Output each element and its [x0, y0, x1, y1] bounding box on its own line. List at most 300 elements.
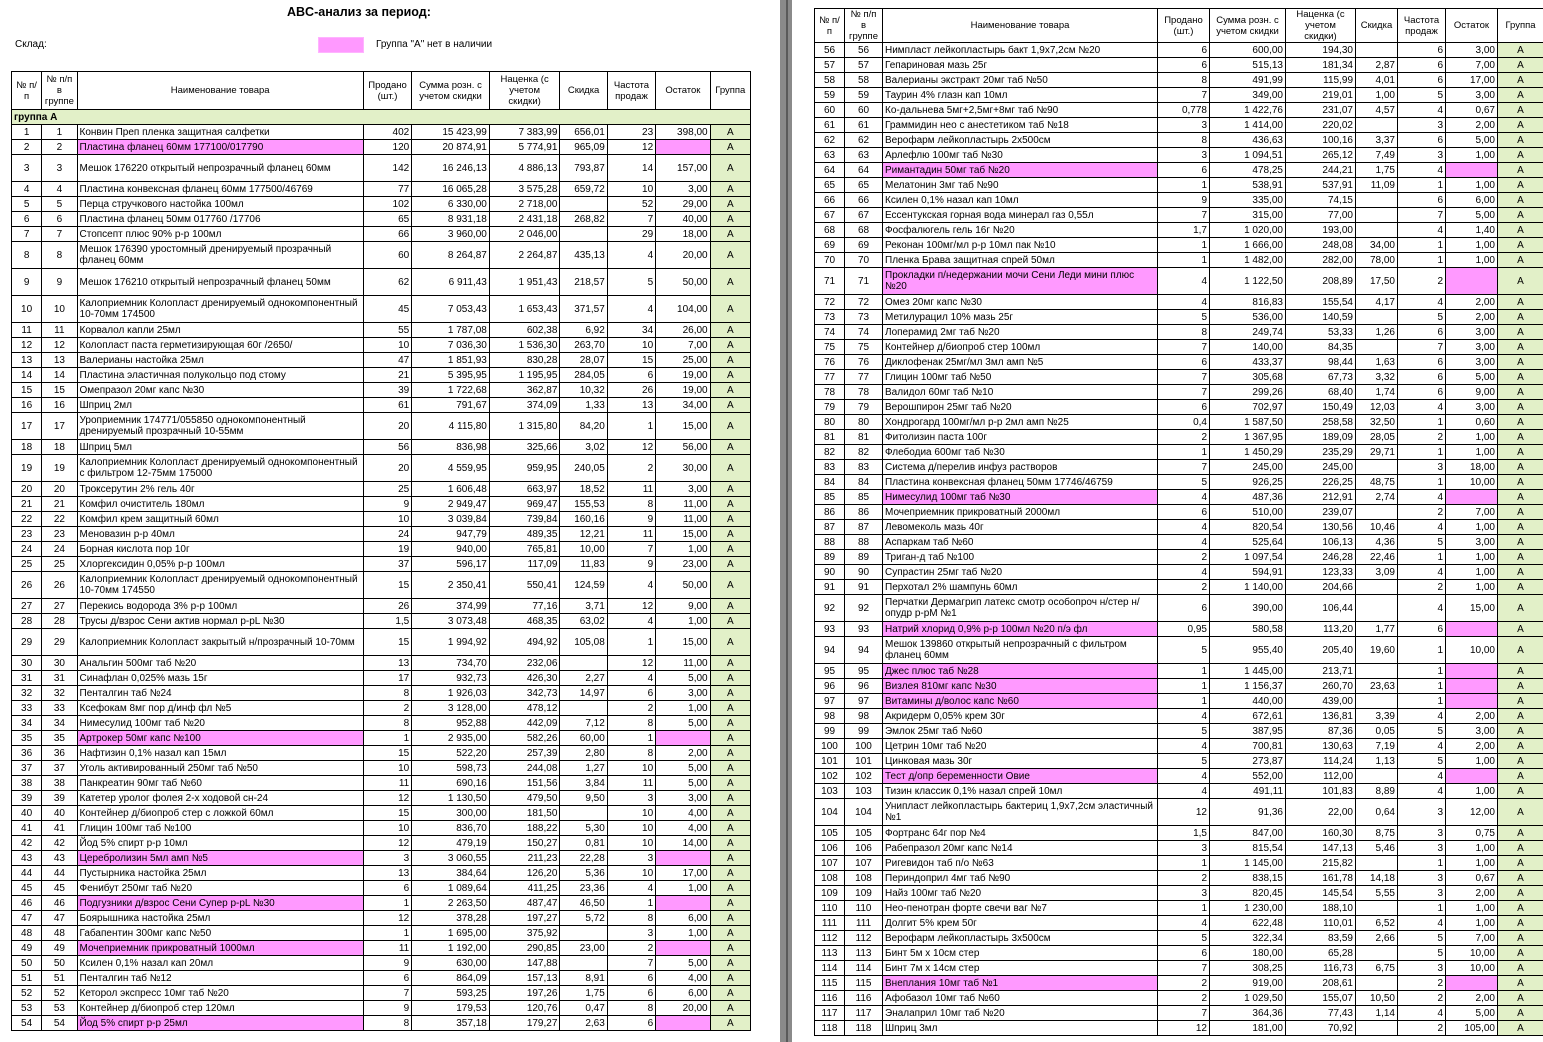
discount[interactable]: 11,09: [1356, 178, 1398, 193]
markup[interactable]: 739,84: [489, 512, 560, 527]
abc-group[interactable]: А: [1498, 580, 1543, 595]
row-num[interactable]: 38: [12, 776, 42, 791]
sale-frequency[interactable]: 15: [607, 353, 655, 368]
row-num-in-group[interactable]: 69: [845, 238, 883, 253]
sold-qty[interactable]: 5: [1158, 724, 1210, 739]
product-name[interactable]: Пластина конвексная фланец 50мм 17746/46759: [883, 475, 1158, 490]
sum-retail[interactable]: 8 931,18: [412, 212, 490, 227]
stock-remaining[interactable]: 10,00: [1446, 475, 1498, 490]
row-num[interactable]: 67: [815, 208, 845, 223]
sale-frequency[interactable]: 10: [607, 338, 655, 353]
table-row[interactable]: [12, 836, 751, 851]
sum-retail[interactable]: 838,15: [1210, 871, 1286, 886]
sold-qty[interactable]: 3: [363, 851, 411, 866]
table-row[interactable]: [815, 445, 1543, 460]
row-num-in-group[interactable]: 85: [845, 490, 883, 505]
sold-qty[interactable]: 5: [1158, 475, 1210, 490]
row-num[interactable]: 118: [815, 1021, 845, 1036]
markup[interactable]: 2 046,00: [489, 227, 560, 242]
row-num[interactable]: 31: [12, 671, 42, 686]
row-num-in-group[interactable]: 108: [845, 871, 883, 886]
stock-remaining[interactable]: 19,00: [656, 368, 710, 383]
sum-retail[interactable]: 702,97: [1210, 400, 1286, 415]
discount[interactable]: 1,26: [1356, 325, 1398, 340]
markup[interactable]: 100,16: [1286, 133, 1356, 148]
markup[interactable]: 374,09: [489, 398, 560, 413]
sum-retail[interactable]: 622,48: [1210, 916, 1286, 931]
sale-frequency[interactable]: 23: [607, 125, 655, 140]
stock-remaining[interactable]: 17,00: [1446, 73, 1498, 88]
sale-frequency[interactable]: 5: [607, 269, 655, 296]
sold-qty[interactable]: 6: [1158, 163, 1210, 178]
row-num[interactable]: 98: [815, 709, 845, 724]
sale-frequency[interactable]: 4: [1398, 1006, 1446, 1021]
markup[interactable]: 2 431,18: [489, 212, 560, 227]
sale-frequency[interactable]: 1: [607, 731, 655, 746]
sale-frequency[interactable]: 8: [607, 1001, 655, 1016]
stock-remaining[interactable]: 5,00: [1446, 133, 1498, 148]
stock-remaining[interactable]: 0,75: [1446, 826, 1498, 841]
sold-qty[interactable]: 24: [363, 527, 411, 542]
row-num-in-group[interactable]: 67: [845, 208, 883, 223]
stock-remaining[interactable]: 1,00: [1446, 754, 1498, 769]
abc-group[interactable]: А: [710, 731, 750, 746]
abc-group[interactable]: А: [710, 971, 750, 986]
discount[interactable]: 105,08: [560, 629, 607, 656]
stock-remaining[interactable]: 1,00: [1446, 430, 1498, 445]
sale-frequency[interactable]: 52: [607, 197, 655, 212]
sum-retail[interactable]: 926,25: [1210, 475, 1286, 490]
product-name[interactable]: Борная кислота пор 10г: [77, 542, 363, 557]
row-num[interactable]: 62: [815, 133, 845, 148]
row-num[interactable]: 66: [815, 193, 845, 208]
row-num-in-group[interactable]: 58: [845, 73, 883, 88]
discount[interactable]: 1,75: [560, 986, 607, 1001]
abc-group[interactable]: А: [710, 701, 750, 716]
sum-retail[interactable]: 479,19: [412, 836, 490, 851]
sold-qty[interactable]: 2: [1158, 550, 1210, 565]
row-num-in-group[interactable]: 75: [845, 340, 883, 355]
row-num-in-group[interactable]: 28: [42, 614, 77, 629]
sold-qty[interactable]: 7: [1158, 1006, 1210, 1021]
table-row[interactable]: [815, 580, 1543, 595]
abc-group[interactable]: А: [710, 482, 750, 497]
discount[interactable]: 7,12: [560, 716, 607, 731]
row-num-in-group[interactable]: 86: [845, 505, 883, 520]
discount[interactable]: 63,02: [560, 614, 607, 629]
sold-qty[interactable]: 0,95: [1158, 622, 1210, 637]
discount[interactable]: 1,74: [1356, 385, 1398, 400]
sold-qty[interactable]: 1: [1158, 445, 1210, 460]
stock-remaining[interactable]: 2,00: [1446, 991, 1498, 1006]
row-num[interactable]: 35: [12, 731, 42, 746]
discount[interactable]: 23,00: [560, 941, 607, 956]
abc-group[interactable]: А: [710, 1001, 750, 1016]
markup[interactable]: 194,30: [1286, 43, 1356, 58]
abc-group[interactable]: А: [1498, 856, 1543, 871]
row-num-in-group[interactable]: 47: [42, 911, 77, 926]
product-name[interactable]: Конвин Преп пленка защитная салфетки: [77, 125, 363, 140]
stock-remaining[interactable]: 15,00: [1446, 595, 1498, 622]
sum-retail[interactable]: 600,00: [1210, 43, 1286, 58]
markup[interactable]: 219,01: [1286, 88, 1356, 103]
sale-frequency[interactable]: 9: [607, 557, 655, 572]
abc-group[interactable]: А: [1498, 841, 1543, 856]
row-num[interactable]: 16: [12, 398, 42, 413]
sold-qty[interactable]: 15: [363, 572, 411, 599]
row-num-in-group[interactable]: 115: [845, 976, 883, 991]
abc-group[interactable]: А: [710, 296, 750, 323]
row-num[interactable]: 93: [815, 622, 845, 637]
markup[interactable]: 77,00: [1286, 208, 1356, 223]
sale-frequency[interactable]: 2: [1398, 976, 1446, 991]
discount[interactable]: 2,63: [560, 1016, 607, 1031]
stock-remaining[interactable]: 2,00: [1446, 709, 1498, 724]
sale-frequency[interactable]: 6: [607, 1016, 655, 1031]
markup[interactable]: 246,28: [1286, 550, 1356, 565]
table-row[interactable]: [12, 821, 751, 836]
discount[interactable]: 5,30: [560, 821, 607, 836]
product-name[interactable]: Визлея 810мг капс №30: [883, 679, 1158, 694]
abc-group[interactable]: А: [710, 383, 750, 398]
sum-retail[interactable]: 15 423,99: [412, 125, 490, 140]
stock-remaining[interactable]: 15,00: [656, 527, 710, 542]
discount[interactable]: 2,87: [1356, 58, 1398, 73]
sum-retail[interactable]: 690,16: [412, 776, 490, 791]
sale-frequency[interactable]: 3: [1398, 799, 1446, 826]
sale-frequency[interactable]: 3: [1398, 118, 1446, 133]
product-name[interactable]: Бинт 5м х 10см стер: [883, 946, 1158, 961]
table-row[interactable]: [12, 791, 751, 806]
product-name[interactable]: Шприц 5мл: [77, 440, 363, 455]
abc-group[interactable]: А: [710, 761, 750, 776]
row-num[interactable]: 49: [12, 941, 42, 956]
discount[interactable]: 7,19: [1356, 739, 1398, 754]
sold-qty[interactable]: 1,5: [363, 614, 411, 629]
stock-remaining[interactable]: 30,00: [656, 455, 710, 482]
stock-remaining[interactable]: 11,00: [656, 656, 710, 671]
product-name[interactable]: Шприц 3мл: [883, 1021, 1158, 1036]
abc-group[interactable]: А: [1498, 43, 1543, 58]
sum-retail[interactable]: 322,34: [1210, 931, 1286, 946]
sum-retail[interactable]: 249,74: [1210, 325, 1286, 340]
sale-frequency[interactable]: 1: [1398, 238, 1446, 253]
abc-group[interactable]: А: [1498, 400, 1543, 415]
markup[interactable]: 479,50: [489, 791, 560, 806]
table-row[interactable]: [12, 197, 751, 212]
sum-retail[interactable]: 1 230,00: [1210, 901, 1286, 916]
row-num-in-group[interactable]: 78: [845, 385, 883, 400]
row-num-in-group[interactable]: 25: [42, 557, 77, 572]
markup[interactable]: 147,13: [1286, 841, 1356, 856]
sum-retail[interactable]: 305,68: [1210, 370, 1286, 385]
product-name[interactable]: Цетрин 10мг таб №20: [883, 739, 1158, 754]
product-name[interactable]: Ксефокам 8мг пор д/инф фл №5: [77, 701, 363, 716]
markup[interactable]: 126,20: [489, 866, 560, 881]
product-name[interactable]: Валерианы настойка 25мл: [77, 353, 363, 368]
abc-group[interactable]: А: [710, 398, 750, 413]
table-row[interactable]: [815, 58, 1543, 73]
sale-frequency[interactable]: 12: [607, 440, 655, 455]
table-row[interactable]: [12, 323, 751, 338]
sold-qty[interactable]: 4: [1158, 739, 1210, 754]
row-num-in-group[interactable]: 95: [845, 664, 883, 679]
table-row[interactable]: [12, 557, 751, 572]
table-row[interactable]: [815, 118, 1543, 133]
sale-frequency[interactable]: 4: [607, 614, 655, 629]
stock-remaining[interactable]: 12,00: [1446, 799, 1498, 826]
row-num-in-group[interactable]: 87: [845, 520, 883, 535]
abc-group[interactable]: А: [710, 896, 750, 911]
table-row[interactable]: [12, 182, 751, 197]
stock-remaining[interactable]: 50,00: [656, 269, 710, 296]
sum-retail[interactable]: 436,63: [1210, 133, 1286, 148]
sold-qty[interactable]: 1: [1158, 178, 1210, 193]
sold-qty[interactable]: 6: [1158, 505, 1210, 520]
sum-retail[interactable]: 140,00: [1210, 340, 1286, 355]
abc-group[interactable]: А: [710, 599, 750, 614]
stock-remaining[interactable]: 7,00: [1446, 58, 1498, 73]
product-name[interactable]: Бинт 7м х 14см стер: [883, 961, 1158, 976]
markup[interactable]: 197,27: [489, 911, 560, 926]
abc-group[interactable]: А: [710, 926, 750, 941]
sale-frequency[interactable]: 5: [1398, 310, 1446, 325]
sold-qty[interactable]: 10: [363, 821, 411, 836]
table-row[interactable]: [12, 542, 751, 557]
row-num[interactable]: 50: [12, 956, 42, 971]
product-name[interactable]: Омепразол 20мг капс №30: [77, 383, 363, 398]
abc-group[interactable]: А: [1498, 193, 1543, 208]
sale-frequency[interactable]: 7: [607, 956, 655, 971]
sold-qty[interactable]: 3: [1158, 886, 1210, 901]
product-name[interactable]: Боярышника настойка 25мл: [77, 911, 363, 926]
sold-qty[interactable]: 142: [363, 155, 411, 182]
sold-qty[interactable]: 4: [1158, 916, 1210, 931]
sold-qty[interactable]: 20: [363, 413, 411, 440]
stock-remaining[interactable]: 1,00: [1446, 841, 1498, 856]
stock-remaining[interactable]: [1446, 268, 1498, 295]
sum-retail[interactable]: 1 851,93: [412, 353, 490, 368]
sold-qty[interactable]: 39: [363, 383, 411, 398]
sold-qty[interactable]: 21: [363, 368, 411, 383]
markup[interactable]: 120,76: [489, 1001, 560, 1016]
abc-group[interactable]: А: [1498, 238, 1543, 253]
row-num[interactable]: 47: [12, 911, 42, 926]
stock-remaining[interactable]: 11,00: [656, 512, 710, 527]
sum-retail[interactable]: 8 264,87: [412, 242, 490, 269]
abc-group[interactable]: А: [710, 911, 750, 926]
discount[interactable]: 6,75: [1356, 961, 1398, 976]
row-num[interactable]: 15: [12, 383, 42, 398]
sale-frequency[interactable]: 4: [1398, 769, 1446, 784]
row-num[interactable]: 48: [12, 926, 42, 941]
row-num-in-group[interactable]: 2: [42, 140, 77, 155]
markup[interactable]: 362,87: [489, 383, 560, 398]
markup[interactable]: 188,10: [1286, 901, 1356, 916]
table-row[interactable]: [815, 325, 1543, 340]
sum-retail[interactable]: 947,79: [412, 527, 490, 542]
abc-group[interactable]: А: [710, 440, 750, 455]
sold-qty[interactable]: 8: [363, 1016, 411, 1031]
row-num[interactable]: 9: [12, 269, 42, 296]
col-header-group[interactable]: Группа: [1498, 9, 1543, 43]
row-num-in-group[interactable]: 82: [845, 445, 883, 460]
discount[interactable]: 28,05: [1356, 430, 1398, 445]
row-num-in-group[interactable]: 116: [845, 991, 883, 1006]
product-name[interactable]: Триган-д таб №100: [883, 550, 1158, 565]
sold-qty[interactable]: 12: [363, 836, 411, 851]
sold-qty[interactable]: 7: [1158, 961, 1210, 976]
table-row[interactable]: [815, 991, 1543, 1006]
discount[interactable]: 0,47: [560, 1001, 607, 1016]
discount[interactable]: 10,00: [560, 542, 607, 557]
sale-frequency[interactable]: 29: [607, 227, 655, 242]
sold-qty[interactable]: 56: [363, 440, 411, 455]
product-name[interactable]: Мешок 176220 открытый непрозрачный фланец 60мм: [77, 155, 363, 182]
sum-retail[interactable]: 552,00: [1210, 769, 1286, 784]
row-num-in-group[interactable]: 15: [42, 383, 77, 398]
row-num-in-group[interactable]: 41: [42, 821, 77, 836]
discount[interactable]: 4,36: [1356, 535, 1398, 550]
sale-frequency[interactable]: 1: [1398, 475, 1446, 490]
abc-group[interactable]: А: [1498, 148, 1543, 163]
discount[interactable]: [1356, 223, 1398, 238]
col-header-sum[interactable]: Сумма розн. с учетом скидки: [412, 72, 490, 110]
discount[interactable]: 2,66: [1356, 931, 1398, 946]
sum-retail[interactable]: 364,36: [1210, 1006, 1286, 1021]
markup[interactable]: 258,58: [1286, 415, 1356, 430]
sale-frequency[interactable]: 13: [607, 398, 655, 413]
table-row[interactable]: [815, 253, 1543, 268]
abc-group[interactable]: А: [710, 956, 750, 971]
abc-group[interactable]: А: [710, 140, 750, 155]
row-num[interactable]: 29: [12, 629, 42, 656]
sum-retail[interactable]: 580,58: [1210, 622, 1286, 637]
abc-group[interactable]: А: [1498, 310, 1543, 325]
discount[interactable]: 5,36: [560, 866, 607, 881]
row-num-in-group[interactable]: 45: [42, 881, 77, 896]
sale-frequency[interactable]: 10: [607, 836, 655, 851]
product-name[interactable]: Рабепразол 20мг капс №14: [883, 841, 1158, 856]
sum-retail[interactable]: 179,53: [412, 1001, 490, 1016]
abc-group[interactable]: А: [1498, 1021, 1543, 1036]
product-name[interactable]: Калоприемник Колопласт закрытый н/прозрачный 10-70мм: [77, 629, 363, 656]
sum-retail[interactable]: 487,36: [1210, 490, 1286, 505]
table-row[interactable]: [12, 686, 751, 701]
abc-group[interactable]: А: [710, 527, 750, 542]
product-name[interactable]: Калоприемник Колопласт дренируемый однокомпонентный с фильтром 12-75мм 175000: [77, 455, 363, 482]
table-row[interactable]: [12, 398, 751, 413]
stock-remaining[interactable]: [1446, 622, 1498, 637]
table-row[interactable]: [815, 886, 1543, 901]
abc-group[interactable]: А: [1498, 178, 1543, 193]
sale-frequency[interactable]: 3: [607, 791, 655, 806]
markup[interactable]: 74,15: [1286, 193, 1356, 208]
sold-qty[interactable]: 5: [1158, 754, 1210, 769]
col-header-stock[interactable]: Остаток: [1446, 9, 1498, 43]
sum-retail[interactable]: 181,00: [1210, 1021, 1286, 1036]
stock-remaining[interactable]: 14,00: [656, 836, 710, 851]
sum-retail[interactable]: 525,64: [1210, 535, 1286, 550]
product-name[interactable]: Пластина фланец 50мм 017760 /17706: [77, 212, 363, 227]
abc-group[interactable]: А: [710, 542, 750, 557]
table-row[interactable]: [815, 739, 1543, 754]
sold-qty[interactable]: 1: [1158, 679, 1210, 694]
sum-retail[interactable]: 932,73: [412, 671, 490, 686]
abc-group[interactable]: А: [1498, 637, 1543, 664]
sale-frequency[interactable]: 4: [1398, 490, 1446, 505]
sold-qty[interactable]: 1,7: [1158, 223, 1210, 238]
sold-qty[interactable]: 12: [1158, 799, 1210, 826]
product-name[interactable]: Флебодиа 600мг таб №30: [883, 445, 1158, 460]
product-name[interactable]: Верофарм лейкопластырь 3х500см: [883, 931, 1158, 946]
sale-frequency[interactable]: 1: [1398, 550, 1446, 565]
sale-frequency[interactable]: 12: [607, 599, 655, 614]
abc-group[interactable]: А: [1498, 73, 1543, 88]
row-num-in-group[interactable]: 53: [42, 1001, 77, 1016]
product-name[interactable]: Эмлок 25мг таб №60: [883, 724, 1158, 739]
stock-remaining[interactable]: 3,00: [1446, 535, 1498, 550]
sum-retail[interactable]: 536,00: [1210, 310, 1286, 325]
table-row[interactable]: [815, 460, 1543, 475]
table-row[interactable]: [815, 1021, 1543, 1036]
sold-qty[interactable]: 5: [1158, 931, 1210, 946]
sold-qty[interactable]: 7: [1158, 88, 1210, 103]
product-name[interactable]: Супрастин 25мг таб №20: [883, 565, 1158, 580]
markup[interactable]: 2 718,00: [489, 197, 560, 212]
product-name[interactable]: Фортранс 64г пор №4: [883, 826, 1158, 841]
col-header-discount[interactable]: Скидка: [560, 72, 607, 110]
markup[interactable]: 7 383,99: [489, 125, 560, 140]
product-name[interactable]: Йод 5% спирт р-р 10мл: [77, 836, 363, 851]
row-num-in-group[interactable]: 84: [845, 475, 883, 490]
row-num[interactable]: 116: [815, 991, 845, 1006]
discount[interactable]: 46,50: [560, 896, 607, 911]
row-num[interactable]: 34: [12, 716, 42, 731]
sum-retail[interactable]: 308,25: [1210, 961, 1286, 976]
row-num-in-group[interactable]: 12: [42, 338, 77, 353]
discount[interactable]: 14,18: [1356, 871, 1398, 886]
sale-frequency[interactable]: 4: [1398, 916, 1446, 931]
abc-group[interactable]: А: [1498, 208, 1543, 223]
stock-remaining[interactable]: [656, 851, 710, 866]
abc-group[interactable]: А: [710, 368, 750, 383]
sale-frequency[interactable]: 8: [607, 746, 655, 761]
table-row[interactable]: [12, 806, 751, 821]
markup[interactable]: 110,01: [1286, 916, 1356, 931]
markup[interactable]: 117,09: [489, 557, 560, 572]
discount[interactable]: [560, 197, 607, 212]
product-name[interactable]: Фенибут 250мг таб №20: [77, 881, 363, 896]
table-row[interactable]: [12, 140, 751, 155]
row-num-in-group[interactable]: 23: [42, 527, 77, 542]
product-name[interactable]: Мешок 139860 открытый непрозрачный с фильтром фланец 60мм: [883, 637, 1158, 664]
table-row[interactable]: [12, 383, 751, 398]
row-num-in-group[interactable]: 113: [845, 946, 883, 961]
product-name[interactable]: Прокладки п/недержании мочи Сени Леди мини плюс №20: [883, 268, 1158, 295]
product-name[interactable]: Стопсепт плюс 90% р-р 100мл: [77, 227, 363, 242]
abc-group[interactable]: А: [710, 656, 750, 671]
sold-qty[interactable]: 9: [363, 1001, 411, 1016]
product-name[interactable]: Найз 100мг таб №20: [883, 886, 1158, 901]
discount[interactable]: [1356, 208, 1398, 223]
stock-remaining[interactable]: 1,00: [1446, 901, 1498, 916]
sale-frequency[interactable]: 12: [607, 656, 655, 671]
sold-qty[interactable]: 8: [363, 716, 411, 731]
sale-frequency[interactable]: 1: [1398, 445, 1446, 460]
sold-qty[interactable]: 66: [363, 227, 411, 242]
stock-remaining[interactable]: [1446, 694, 1498, 709]
